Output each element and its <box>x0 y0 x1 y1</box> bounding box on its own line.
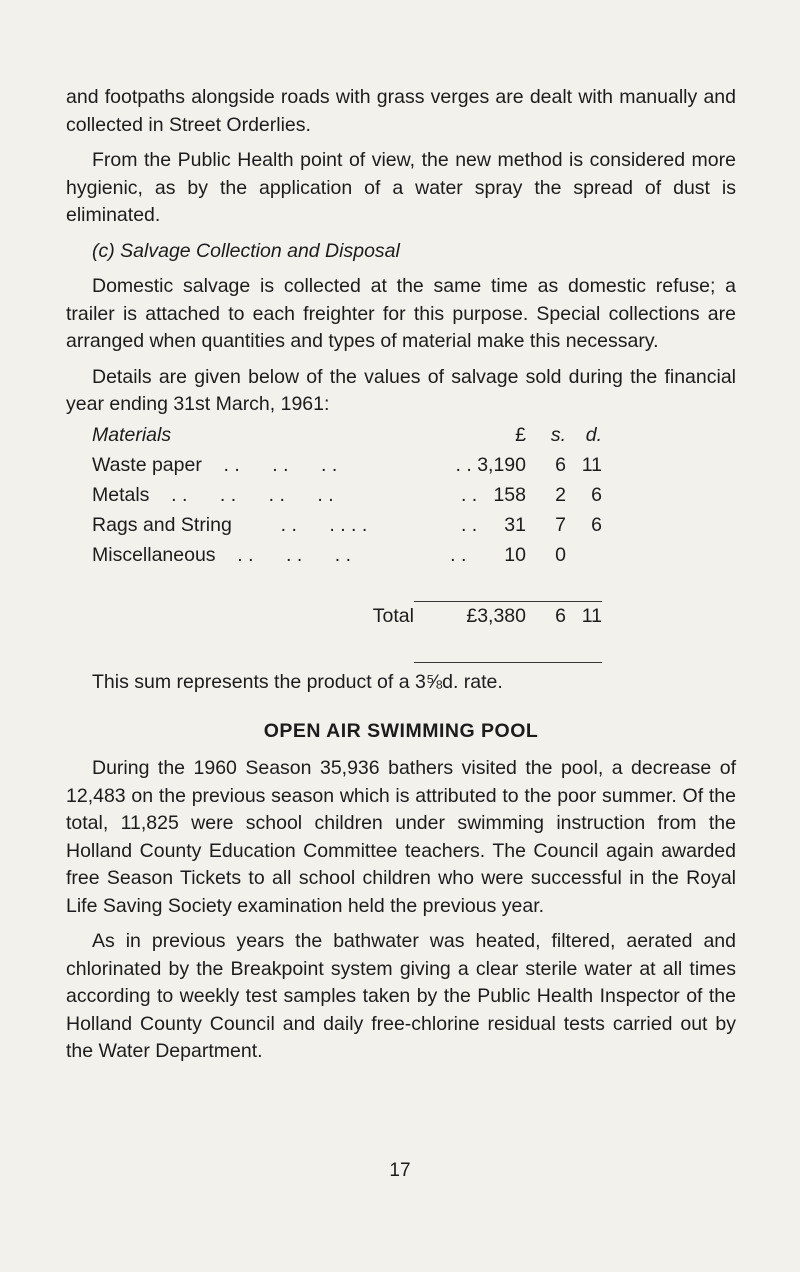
header-pence: d. <box>585 424 602 446</box>
total-rule <box>414 571 602 602</box>
header-shillings: s. <box>550 424 566 446</box>
total-label: Total <box>372 604 414 627</box>
row-pence-cell <box>566 541 602 571</box>
row-material-cell: Waste paper . . . . . . <box>92 454 338 476</box>
document-page <box>66 84 736 1066</box>
paragraph-sum: This sum represents the product of a 3⅝d. rate. <box>92 670 503 693</box>
table-row <box>92 541 602 571</box>
row-material-cell: Metals . . . . . . . . <box>92 484 334 506</box>
paragraph-season: During the 1960 Season 35,936 bathers visited the pool, a decrease of 12,483 on the previous season which is attributed to the poor summer. Of the total, 11,825 were school children under swimming instruction from the Holland County Education Committee teachers. The Council again awarded free Season Tickets to all school children who were successful in the Royal Life Saving Society examination held the previous year. <box>66 757 736 917</box>
row-shillings-cell: 6 <box>555 454 566 476</box>
total-pence: 11 <box>581 605 602 627</box>
paragraph-domestic-salvage: Domestic salvage is collected at the same time as domestic refuse; a trailer is attached to each freighter for this purpose. Special collections are arranged when quantities and types of material make this necessary. <box>66 275 736 352</box>
row-pence-cell: 6 <box>591 484 602 506</box>
table-rule-row <box>92 632 602 663</box>
table-total-row <box>92 601 602 632</box>
header-pounds: £ <box>515 424 526 446</box>
paragraph-public-health: From the Public Health point of view, the new method is considered more hygienic, as by the application of a water spray the spread of dust is eliminated. <box>66 149 736 226</box>
total-pounds: £3,380 <box>466 605 526 627</box>
row-pence-cell: 11 <box>581 454 602 476</box>
row-shillings-cell: 7 <box>555 514 566 536</box>
total-underline <box>414 632 602 663</box>
paragraph-footpaths: and footpaths alongside roads with grass verges are dealt with manually and collected in Street Orderlies. <box>66 86 736 136</box>
row-shillings-cell: 0 <box>555 544 566 566</box>
row-pounds-cell: . . 3,190 <box>455 454 526 476</box>
header-materials: Materials <box>92 424 172 446</box>
row-shillings-cell: 2 <box>555 484 566 506</box>
table-row <box>92 451 602 481</box>
row-pounds-cell: . . 158 <box>460 484 526 506</box>
section-heading-salvage <box>92 238 736 266</box>
total-shillings: 6 <box>555 605 566 627</box>
section-title: Salvage Collection and Disposal <box>120 239 400 262</box>
paragraph-details: Details are given below of the values of salvage sold during the financial year ending 31st March, 1961: <box>66 365 736 415</box>
salvage-table <box>92 421 602 663</box>
row-pounds-cell: . . 31 <box>460 514 526 536</box>
row-material-cell: Rags and String . . . . . . <box>92 514 368 536</box>
heading-swimming-pool: OPEN AIR SWIMMING POOL <box>263 720 539 742</box>
row-material-cell: Miscellaneous . . . . . . <box>92 544 352 566</box>
row-pence-cell: 6 <box>591 514 602 536</box>
section-number: (c) <box>92 239 115 262</box>
table-row <box>92 481 602 511</box>
row-pounds-cell: . . 10 <box>450 544 526 566</box>
table-row <box>92 511 602 541</box>
paragraph-bathwater: As in previous years the bathwater was heated, filtered, aerated and chlorinated by the Breakpoint system giving a clear sterile water at all times according to weekly test samples taken by the Public Health Inspector of the Holland County Council and daily free-chlorine residual tests carried out by the Water Department. <box>66 930 736 1062</box>
page-number: 17 <box>389 1160 411 1181</box>
table-header-row <box>92 421 602 451</box>
table-rule-row <box>92 571 602 602</box>
